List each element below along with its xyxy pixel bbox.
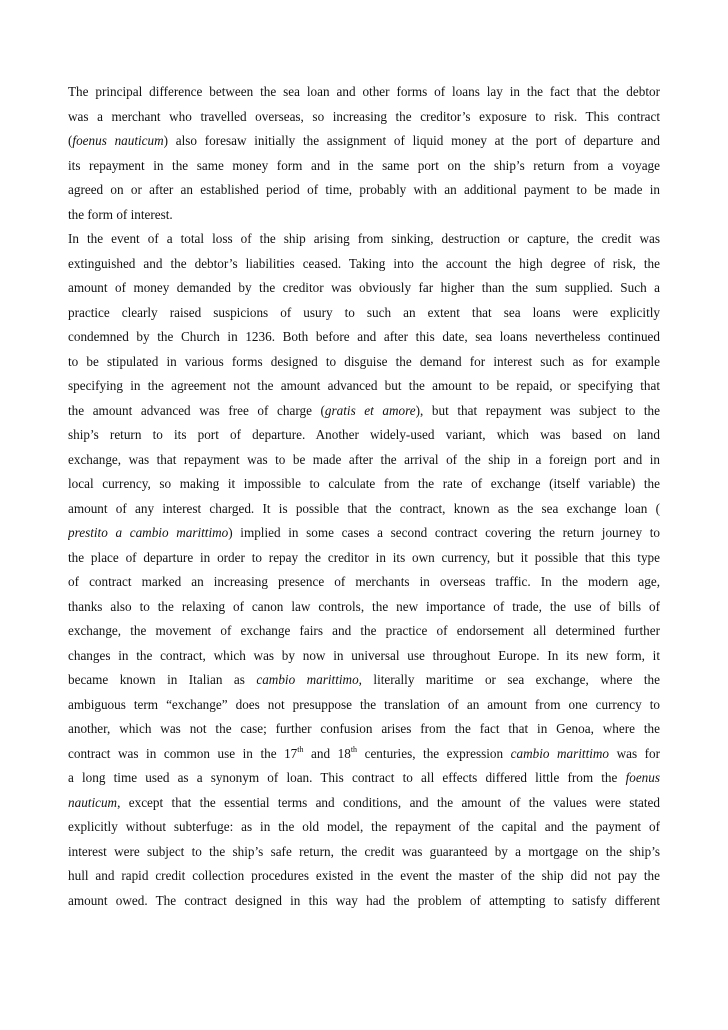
text-line: The principal difference between the sea loan and other forms of loans lay in the fact that the debtor <box>68 84 660 99</box>
text-line: thanks also to the relaxing of canon law controls, the new importance of trade, the use of bills of <box>68 598 660 614</box>
text-line: the amount advanced was free of charge (gratis et amore), but that repayment was subject to the <box>68 402 660 418</box>
paragraph-2 <box>68 227 660 913</box>
text-line: was a merchant who travelled overseas, so increasing the creditor’s exposure to risk. This contract <box>68 108 660 124</box>
text-line: changes in the contract, which was by now in universal use throughout Europe. In its new form, it <box>68 647 660 663</box>
text-line: exchange, the movement of exchange fairs and the practice of endorsement all determined further <box>68 623 660 638</box>
text-line: its repayment in the same money form and in the same port on the ship’s return from a voyage <box>68 157 660 173</box>
text-line: specifying in the agreement not the amount advanced but the amount to be repaid, or specifying that <box>68 378 660 393</box>
italian-term: prestito a cambio marittimo <box>68 525 229 540</box>
text-line: contract was in common use in the 17th and 18th centuries, the expression cambio marittimo was for <box>68 744 660 761</box>
text-line: became known in Italian as cambio marittimo, literally maritime or sea exchange, where the <box>68 672 660 687</box>
latin-term: foenus <box>625 770 660 785</box>
italian-term: cambio marittimo <box>510 745 610 761</box>
text-line: the place of departure in order to repay the creditor in its own currency, but it possible that this type <box>68 549 660 565</box>
text-line: agreed on or after an established period of time, probably with an additional payment to be made in <box>68 182 660 197</box>
text-line: amount of any interest charged. It is possible that the contract, known as the sea exchange loan ( <box>68 500 660 516</box>
text-line: extinguished and the debtor’s liabilities ceased. Taking into the account the high degree of risk, the <box>68 255 660 271</box>
latin-term: nauticum <box>68 794 118 810</box>
text-line: In the event of a total loss of the ship arising from sinking, destruction or capture, the credit was <box>68 231 660 246</box>
text-line: practice clearly raised suspicions of usury to such an extent that sea loans were explicitly <box>68 304 660 320</box>
text-line: amount owed. The contract designed in this way had the problem of attempting to satisfy different <box>68 892 660 908</box>
text-line: the form of interest. <box>68 206 173 222</box>
superscript: th <box>297 744 304 754</box>
text-line: nauticum, except that the essential terms and conditions, and the amount of the values were stated <box>68 794 660 810</box>
text-line: explicitly without subterfuge: as in the old model, the repayment of the capital and the payment of <box>68 819 660 834</box>
text-line: ambiguous term “exchange” does not presuppose the translation of an amount from one currency to <box>68 696 660 712</box>
latin-term: gratis et amore <box>324 402 416 418</box>
text-line: (foenus nauticum) also foresaw initially the assignment of liquid money at the port of departure and <box>68 133 660 148</box>
text-line: a long time used as a synonym of loan. This contract to all effects differed little from the foenus <box>68 770 660 785</box>
superscript: th <box>350 744 358 754</box>
text-line: to be stipulated in various forms designed to disguise the demand for interest such as for example <box>68 353 660 369</box>
text-line: local currency, so making it impossible to calculate from the rate of exchange (itself variable) the <box>68 476 660 491</box>
text-line: amount of money demanded by the creditor was obviously far higher than the sum supplied. Such a <box>68 280 660 295</box>
text-line: exchange, was that repayment was to be made after the arrival of the ship in a foreign port and in <box>68 451 660 467</box>
paragraph-1 <box>68 80 660 227</box>
text-line: of contract marked an increasing presence of merchants in overseas traffic. In the modern age, <box>68 574 660 589</box>
text-line: ship’s return to its port of departure. Another widely-used variant, which was based on land <box>68 427 660 442</box>
text-line: interest were subject to the ship’s safe return, the credit was guaranteed by a mortgage on the ship’s <box>68 843 660 859</box>
italian-term: cambio marittimo <box>256 672 359 687</box>
latin-term: foenus nauticum <box>72 133 164 148</box>
document-page <box>68 80 660 913</box>
text-line: prestito a cambio marittimo) implied in some cases a second contract covering the return journey to <box>68 525 660 540</box>
text-line: another, which was not the case; further confusion arises from the fact that in Genoa, where the <box>68 721 660 736</box>
text-line: condemned by the Church in 1236. Both before and after this date, sea loans nevertheless continued <box>68 329 660 344</box>
text-line: hull and rapid credit collection procedures existed in the event the master of the ship did not pay the <box>68 868 660 883</box>
